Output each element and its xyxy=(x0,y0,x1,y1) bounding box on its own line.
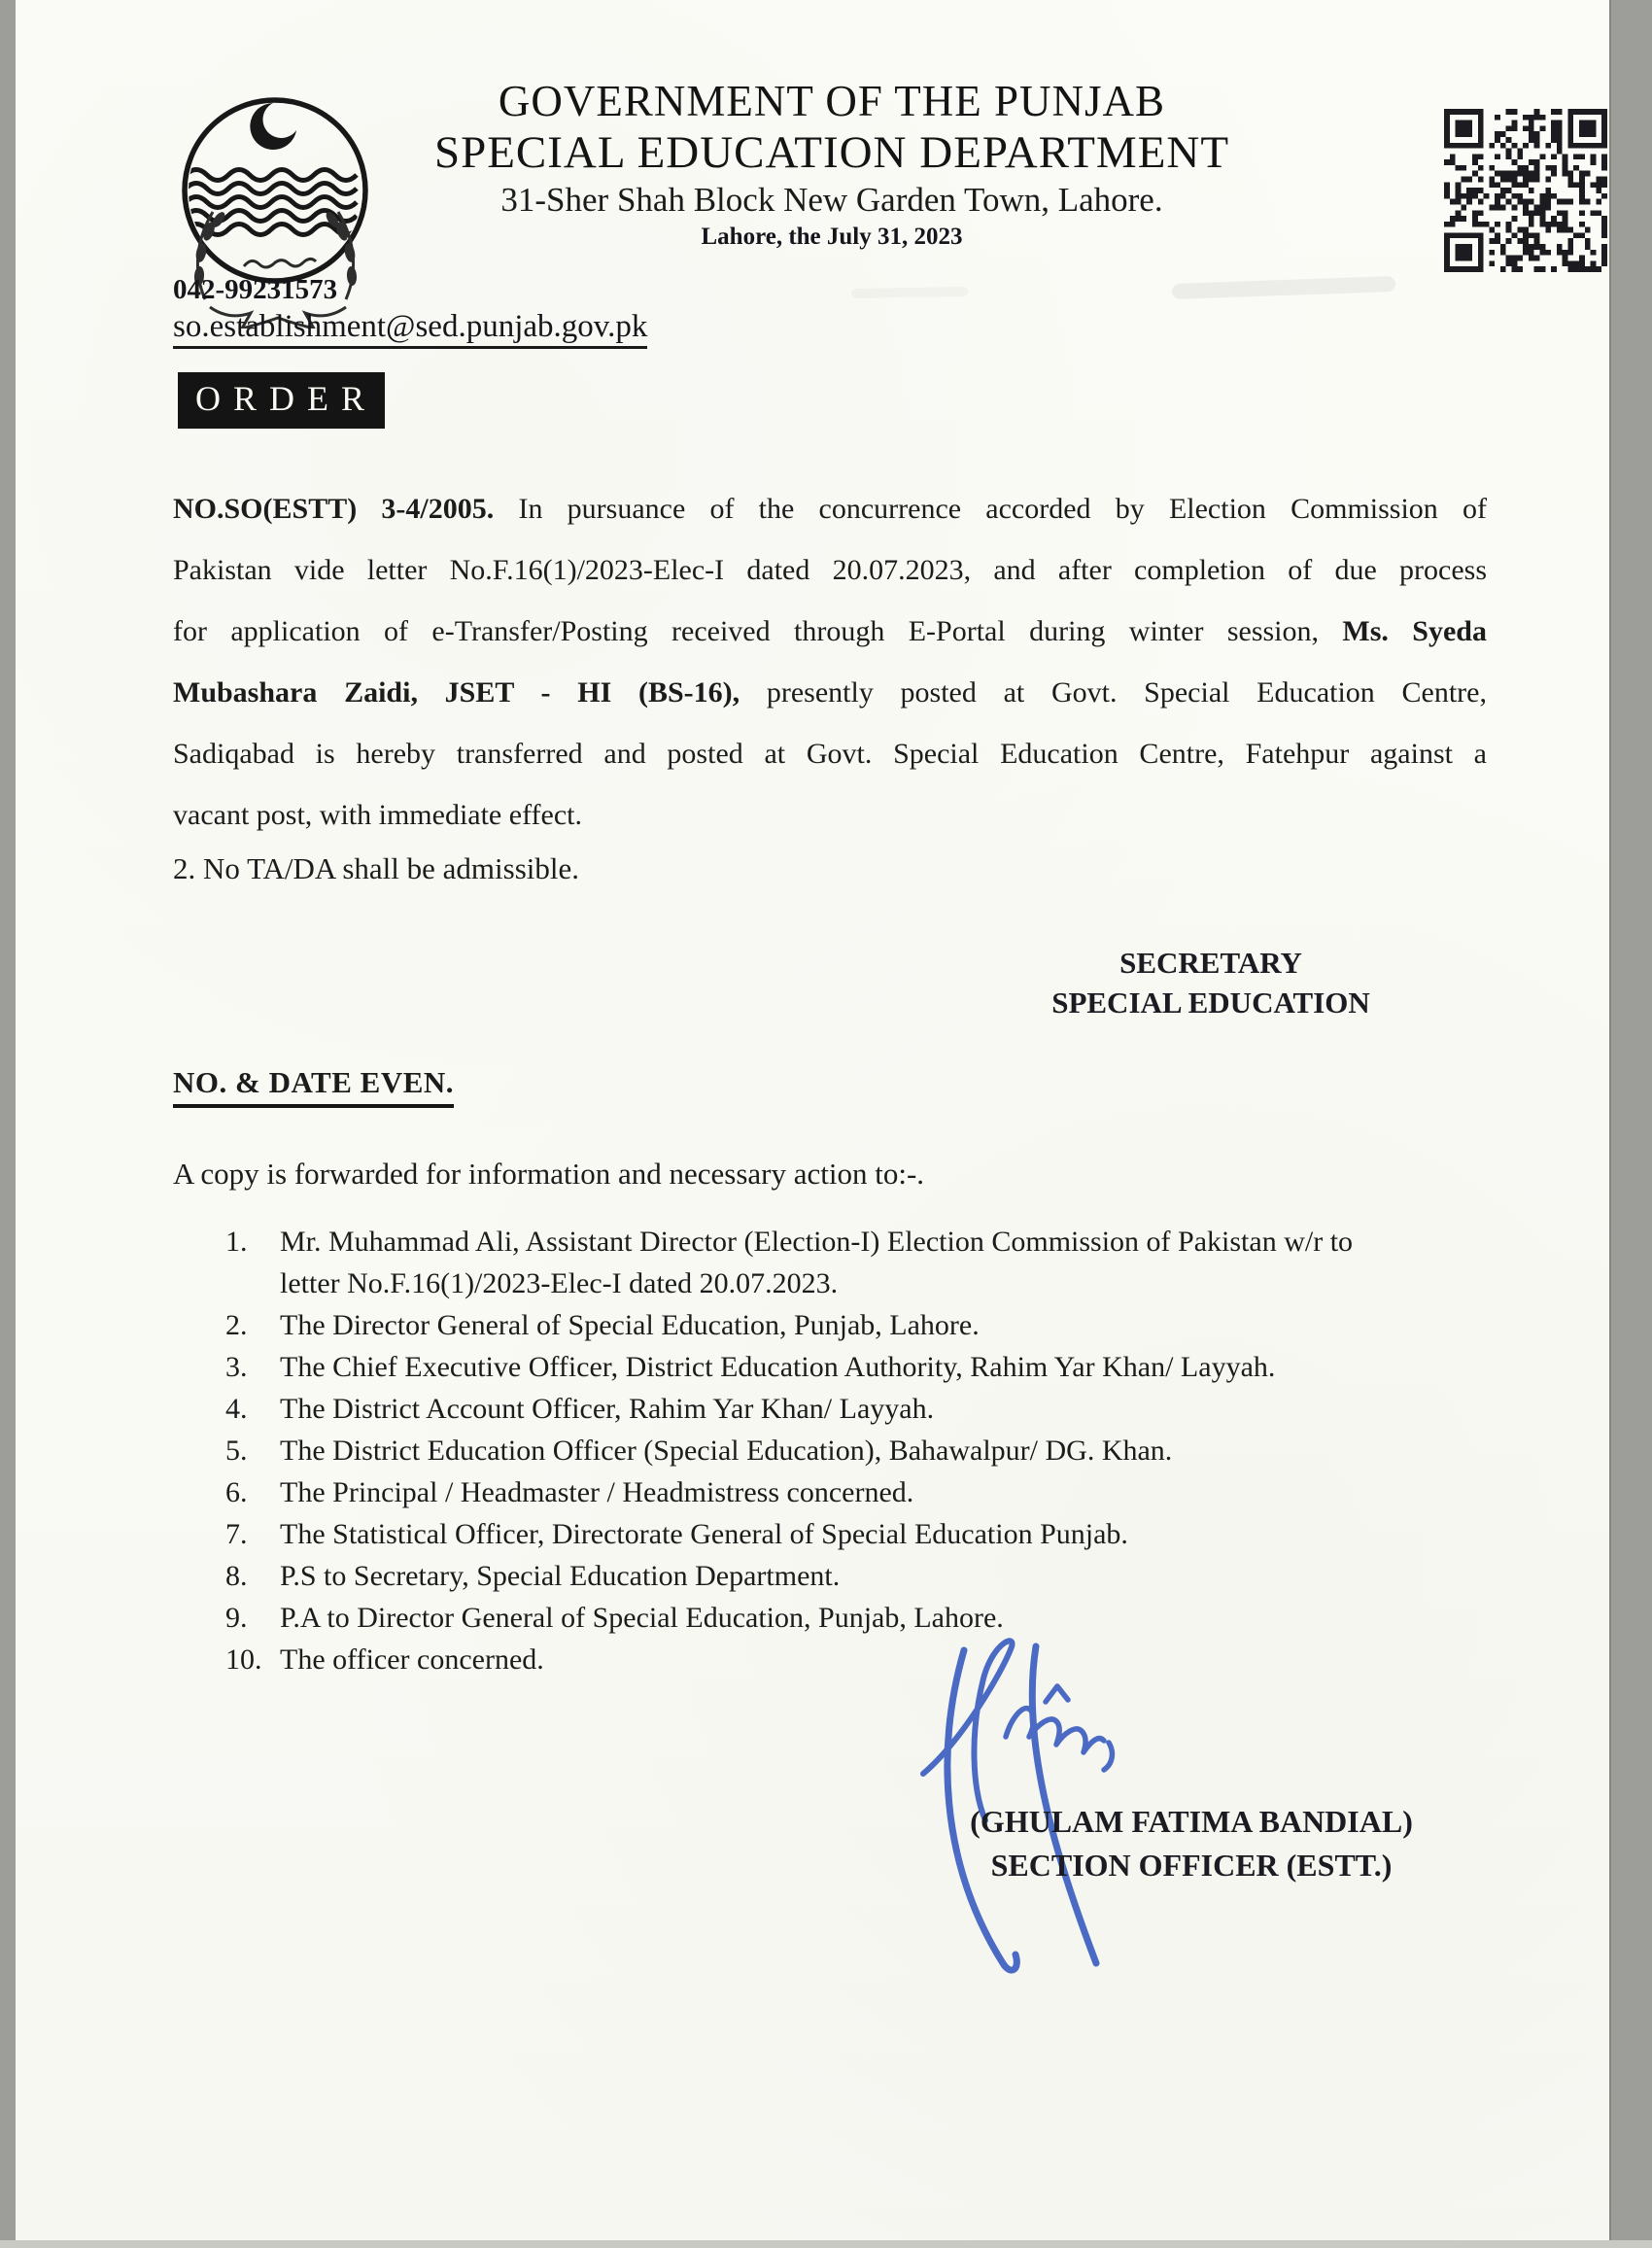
distribution-item: 7. The Statistical Officer, Directorate General of Special Education Punjab. xyxy=(225,1518,1128,1550)
signatory-name: (GHULAM FATIMA BANDIAL) xyxy=(970,1804,1413,1839)
distribution-item: 3. The Chief Executive Officer, District Education Authority, Rahim Yar Khan/ Layyah. xyxy=(225,1351,1276,1383)
scan-edge-bottom xyxy=(0,2240,1652,2248)
order-paragraph-line: NO.SO(ESTT) 3-4/2005. In pursuance of the concurrence accorded by Election Commission of xyxy=(173,493,1487,525)
paper-sheet xyxy=(16,0,1611,2240)
government-title: GOVERNMENT OF THE PUNJAB xyxy=(498,77,1166,125)
order-paragraph-line: for application of e-Transfer/Posting received through E-Portal during winter session, Ms. Syeda xyxy=(173,615,1487,647)
order-heading: ORDER xyxy=(178,372,385,429)
distribution-item: 6. The Principal / Headmaster / Headmistress concerned. xyxy=(225,1476,914,1508)
email-address: so.establishment@sed.punjab.gov.pk xyxy=(173,309,647,349)
place-date-line: Lahore, the July 31, 2023 xyxy=(701,224,963,250)
signatory-block xyxy=(919,1800,1463,1887)
authority-department: SPECIAL EDUCATION xyxy=(1051,986,1370,1020)
forwarding-line: A copy is forwarded for information and necessary action to:-. xyxy=(173,1157,925,1191)
authority-title: SECRETARY xyxy=(1119,946,1302,980)
phone-number: 042-99231573 xyxy=(173,274,338,305)
distribution-item: 4. The District Account Officer, Rahim Yar Khan/ Layyah. xyxy=(225,1393,935,1425)
scan-artifact xyxy=(1172,276,1395,299)
distribution-item: 9. P.A to Director General of Special Education, Punjab, Lahore. xyxy=(225,1602,1004,1634)
department-title: SPECIAL EDUCATION DEPARTMENT xyxy=(433,127,1230,178)
authority-signblock xyxy=(939,943,1483,1022)
address-line: 31-Sher Shah Block New Garden Town, Lahore. xyxy=(500,181,1163,219)
distribution-list xyxy=(225,1221,1498,1680)
distribution-item: 2. The Director General of Special Education, Punjab, Lahore. xyxy=(225,1309,980,1341)
order-paragraph-line: Mubashara Zaidi, JSET - HI (BS-16), presently posted at Govt. Special Education Centre, xyxy=(173,676,1487,709)
signatory-designation: SECTION OFFICER (ESTT.) xyxy=(990,1848,1393,1883)
qr-code-icon xyxy=(1444,109,1607,272)
order-paragraph xyxy=(173,478,1487,846)
scan-artifact xyxy=(851,287,968,298)
order-paragraph-line: vacant post, with immediate effect. xyxy=(173,799,582,831)
distribution-item: 10. The officer concerned. xyxy=(225,1643,544,1676)
distribution-item: 1. Mr. Muhammad Ali, Assistant Director (Election-I) Election Commission of Pakistan w/r to letter No.F.16(1)/2023-Elec-I dated 20.07.2023. xyxy=(225,1226,1354,1299)
order-paragraph-line: Sadiqabad is hereby transferred and posted at Govt. Special Education Centre, Fatehpur against a xyxy=(173,738,1487,770)
letterhead xyxy=(336,76,1327,253)
distribution-item: 5. The District Education Officer (Special Education), Bahawalpur/ DG. Khan. xyxy=(225,1435,1173,1467)
reference-heading: NO. & DATE EVEN. xyxy=(173,1065,454,1108)
distribution-item: 8. P.S to Secretary, Special Education Department. xyxy=(225,1560,841,1592)
order-paragraph-line: Pakistan vide letter No.F.16(1)/2023-Elec-I dated 20.07.2023, and after completion of due process xyxy=(173,554,1487,586)
clause-2: 2. No TA/DA shall be admissible. xyxy=(173,851,580,885)
